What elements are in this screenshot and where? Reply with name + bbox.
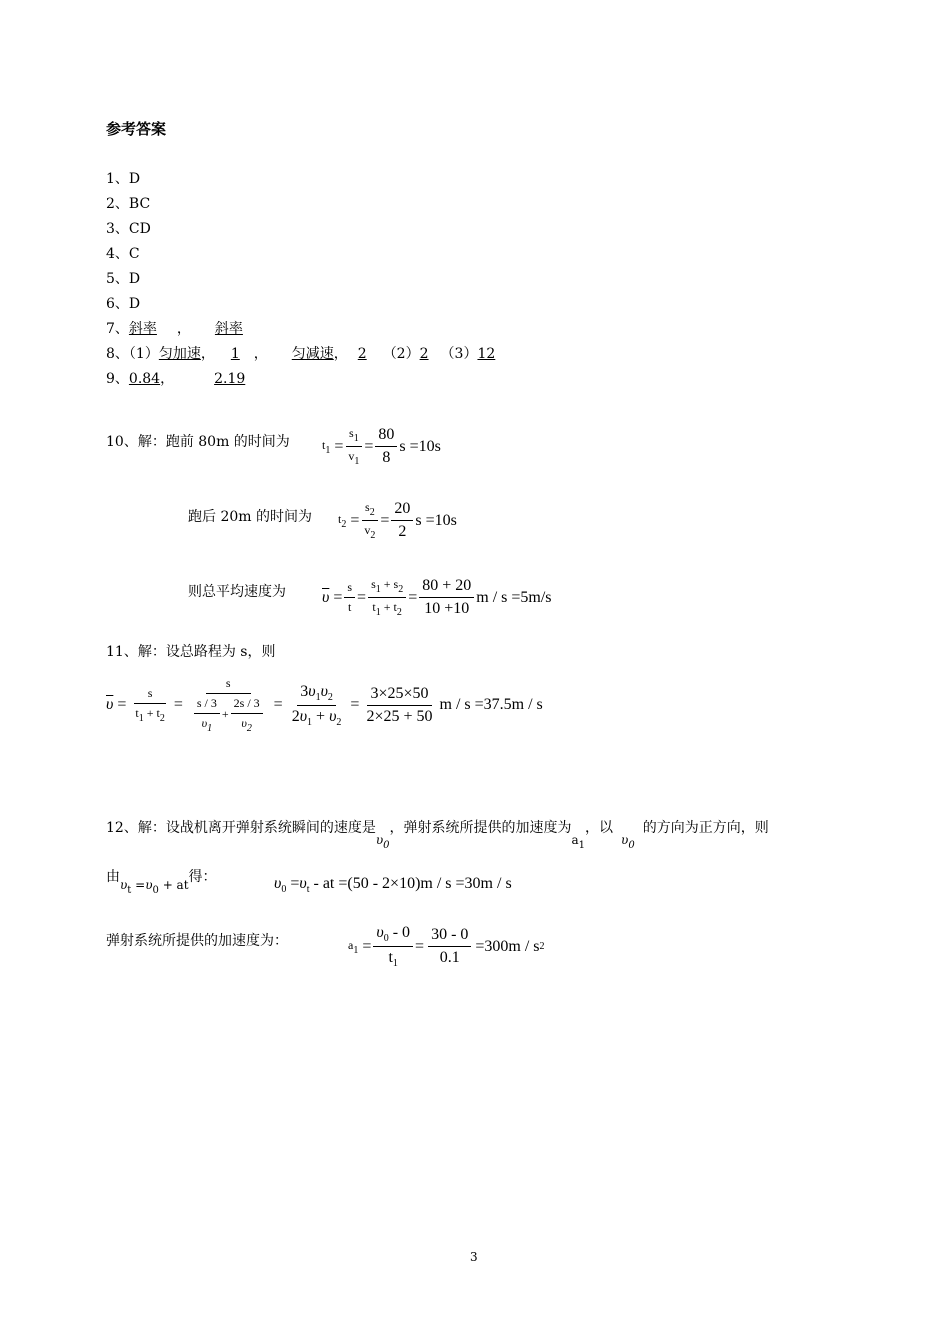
- page-title: 参考答案: [106, 120, 167, 138]
- q10-eq-1: $t_1$ = $s_1$ $v_1$ = 80 8 s =10s: [322, 426, 441, 467]
- page-number: 3: [470, 1250, 478, 1264]
- q10-line-3: 则总平均速度为: [188, 584, 286, 600]
- answer-5: 5、D: [106, 271, 141, 287]
- q12-eq-1: $\upsilon_0 =\upsilon_t$ - at =(50 - 2×10)m / s =30m / s: [274, 875, 512, 895]
- answer-6: 6、D: [106, 296, 141, 312]
- q10-line-1: 10、解：跑前 80m 的时间为: [106, 434, 290, 450]
- answer-8: 8、（1）匀加速， 1 ， 匀减速， 2 （2）2 （3）12: [106, 346, 496, 362]
- q12-eq-2: $a_1$ = $\upsilon_0 - 0$ $t_1$ = 30 - 0 0.1 =300m / s 2: [348, 924, 545, 969]
- q12-line-2: 由$\upsilon_t =\upsilon_0$ + at得：: [106, 869, 217, 896]
- answer-4: 4、C: [106, 246, 140, 262]
- answer-7: 7、斜率 ， 斜率: [106, 321, 243, 337]
- answer-9: 9、0.84， 2.19: [106, 371, 246, 387]
- q11-line-1: 11、解：设总路程为 s，则: [106, 644, 276, 660]
- answer-3: 3、CD: [106, 221, 151, 237]
- q11-eq-1: $\overline{\upsilon}$ = s $t_1 + t_2$ = s $\frac{s / 3}{\upsilon_1}$ + $\frac{2s / 3}{\upsilon_2}$ = $3\upsilon_1\upsilon_2$ $2\upsilon_1 + \upsilon_2$ = 3×25×50 2×25 + 50 m / s =37.5m / s: [106, 676, 543, 734]
- q12-line-1: 12、解：设战机离开弹射系统瞬间的速度是$\upsilon_0$，弹射系统所提供的加速度为$a_1$，以$\upsilon_0$的方向为正方向，则: [106, 820, 769, 851]
- q10-eq-3: $\overline{\upsilon}$ = s t = $s_1 + s_2$ $t_1 + t_2$ = 80 + 20 10 +10 m / s =5m/s: [322, 577, 552, 618]
- q12-line-3: 弹射系统所提供的加速度为：: [106, 933, 288, 949]
- answer-2: 2、BC: [106, 196, 151, 212]
- answer-1: 1、D: [106, 171, 141, 187]
- q10-line-2: 跑后 20m 的时间为: [188, 509, 312, 525]
- q10-eq-2: $t_2$ = $s_2$ $v_2$ = 20 2 s =10s: [338, 500, 457, 541]
